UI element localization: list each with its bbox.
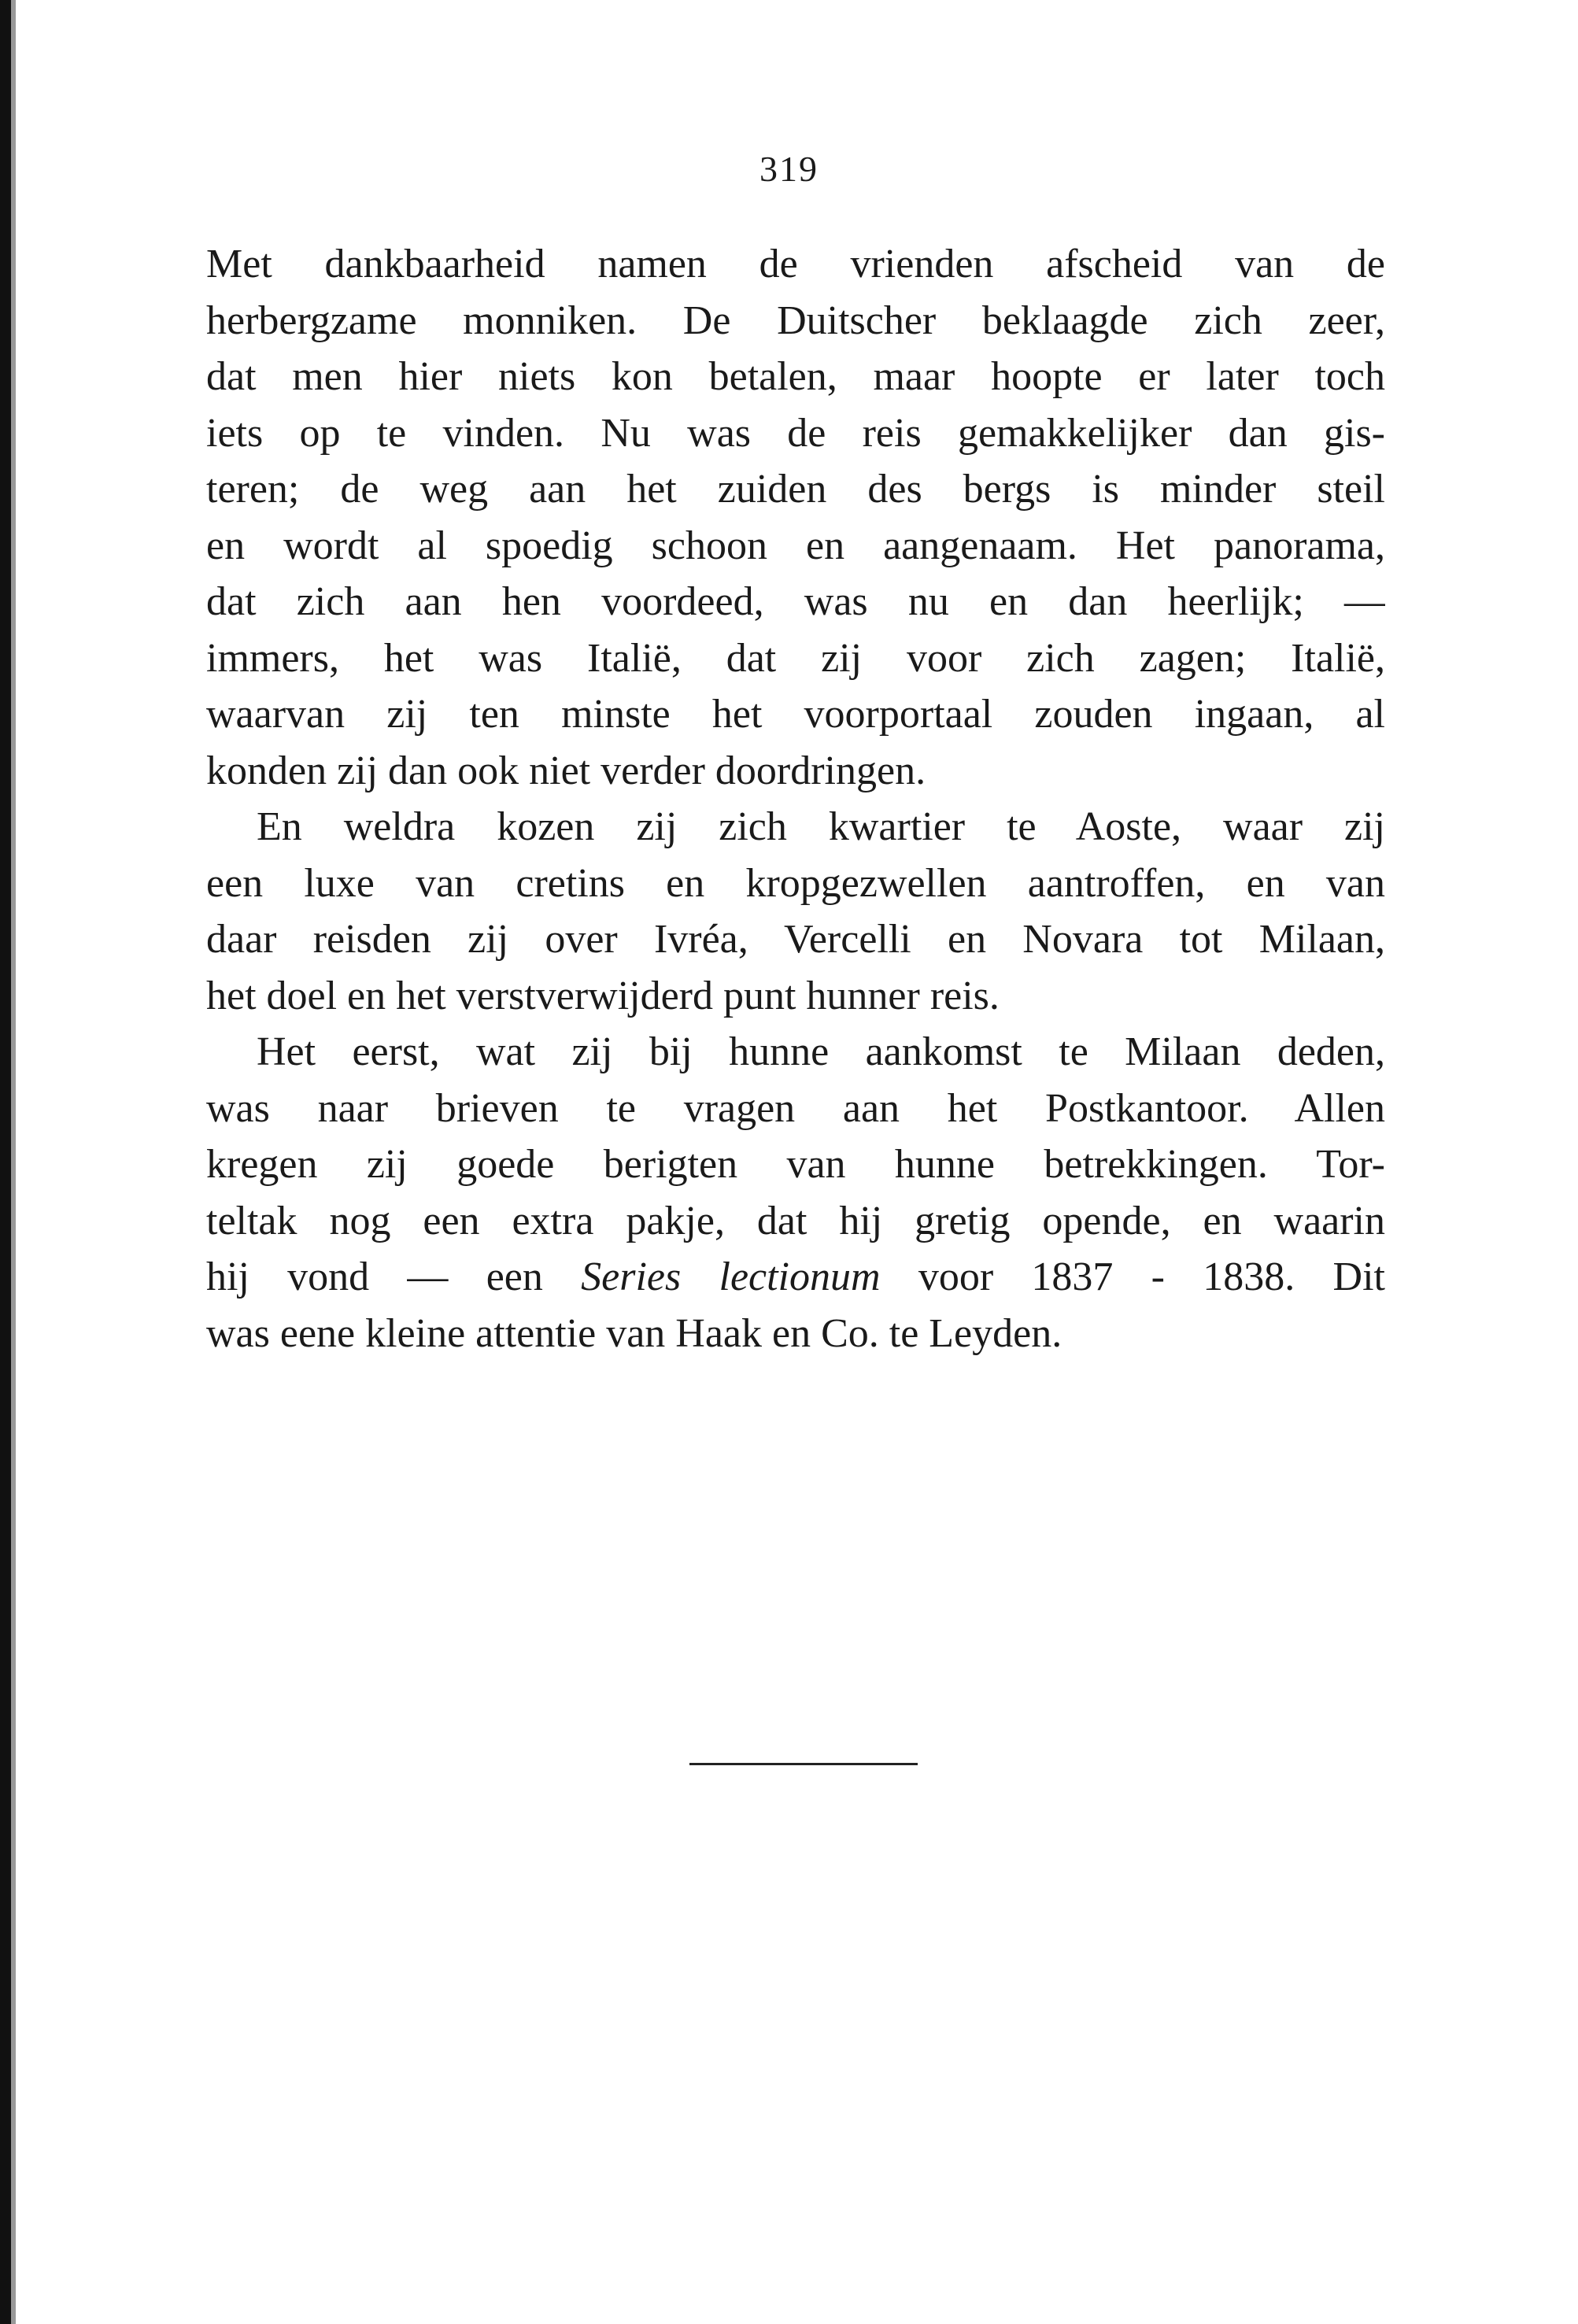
text-line: een luxe van cretins en kropgezwellen aantroffen, en van — [206, 860, 1385, 906]
binding-edge — [0, 0, 11, 2324]
paragraph-1 — [206, 236, 1385, 799]
text-line: herbergzame monniken. De Duitscher beklaagde zich zeer, — [206, 297, 1385, 343]
text-line: dat zich aan hen voordeed, was nu en dan heerlijk; — — [206, 579, 1385, 624]
body-text — [206, 236, 1385, 1362]
text-line: iets op te vinden. Nu was de reis gemakkelijker dan gis- — [206, 410, 1385, 456]
text-line: teltak nog een extra pakje, dat hij gretig opende, en waarin — [206, 1198, 1385, 1243]
text-line: was eene kleine attentie van Haak en Co. te Leyden. — [206, 1310, 1062, 1356]
text-line: teren; de weg aan het zuiden des bergs is minder steil — [206, 467, 1385, 512]
text-line: en wordt al spoedig schoon en aangenaam. Het panorama, — [206, 523, 1385, 568]
text-line: dat men hier niets kon betalen, maar hoopte er later toch — [206, 354, 1385, 399]
text-line: waarvan zij ten minste het voorportaal zouden ingaan, al — [206, 692, 1385, 737]
text-line: Het eerst, wat zij bij hunne aankomst te Milaan deden, — [257, 1029, 1385, 1074]
text-segment: hij vond — een — [206, 1254, 582, 1299]
chapter-end-rule — [689, 1763, 918, 1765]
paragraph-3 — [206, 1024, 1385, 1362]
page-number: 319 — [759, 149, 819, 189]
text-line-with-title — [206, 1249, 1385, 1306]
text-line: En weldra kozen zij zich kwartier te Aoste, waar zij — [257, 804, 1385, 849]
paragraph-2 — [206, 799, 1385, 1024]
text-line: immers, het was Italië, dat zij voor zich zagen; Italië, — [206, 635, 1385, 681]
book-title: Series lectionum — [581, 1254, 881, 1299]
text-line: konden zij dan ook niet verder doordringen. — [206, 748, 926, 793]
text-line: kregen zij goede berigten van hunne betrekkingen. Tor- — [206, 1142, 1385, 1187]
text-line: Met dankbaarheid namen de vrienden afscheid van de — [206, 242, 1385, 286]
text-segment: voor 1837 - 1838. Dit — [880, 1254, 1385, 1299]
binding-shadow — [11, 0, 16, 2324]
text-line: het doel en het verstverwijderd punt hunner reis. — [206, 973, 1000, 1018]
text-line: daar reisden zij over Ivréa, Vercelli en Novara tot Milaan, — [206, 917, 1385, 962]
text-line: was naar brieven te vragen aan het Postkantoor. Allen — [206, 1085, 1385, 1131]
